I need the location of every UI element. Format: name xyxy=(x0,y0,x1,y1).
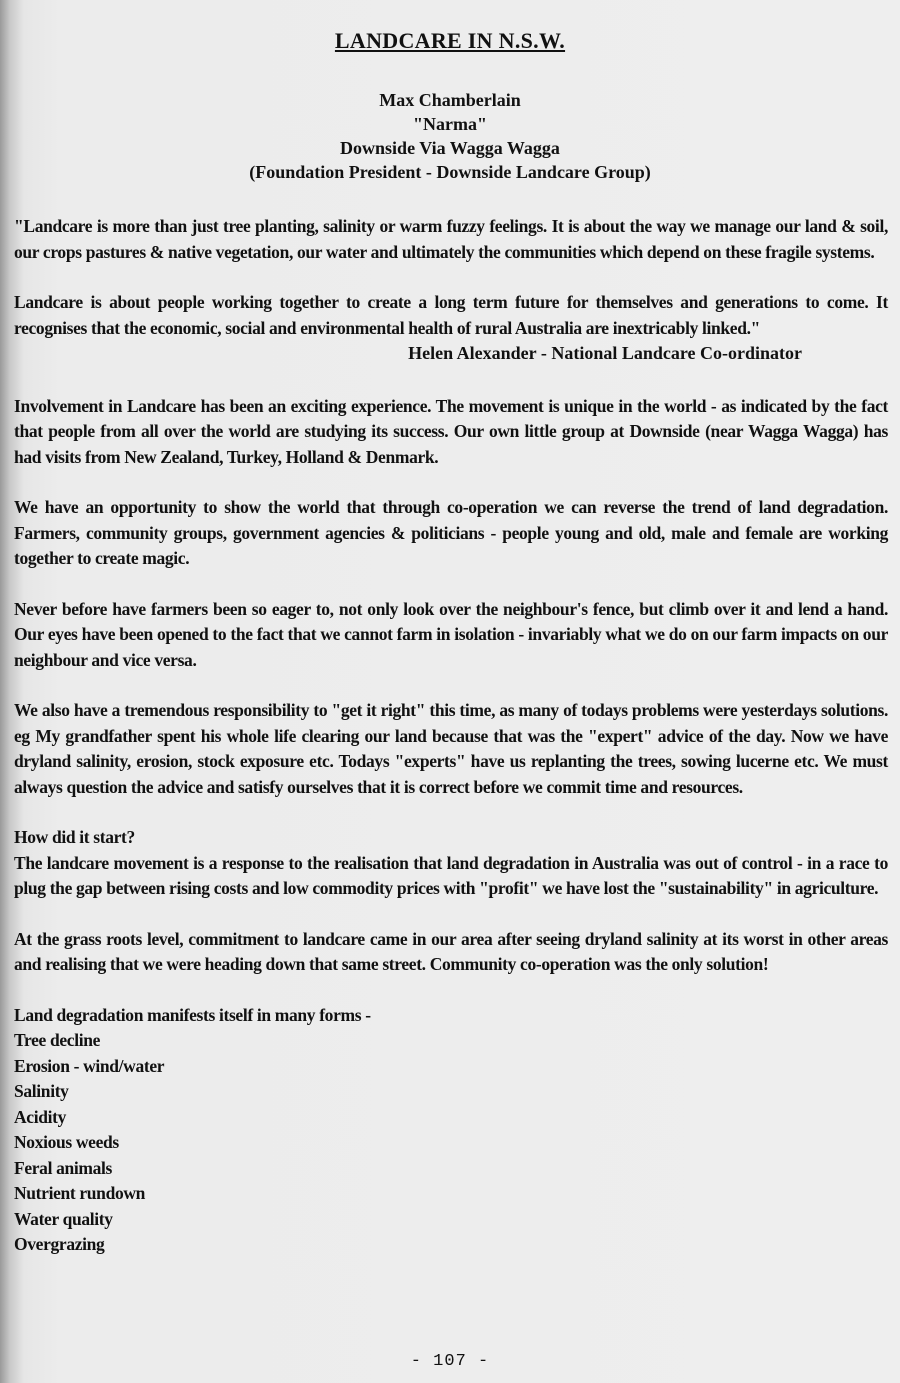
list-item: Overgrazing xyxy=(14,1234,105,1254)
author-location: Downside Via Wagga Wagga xyxy=(340,138,560,158)
author-role: (Foundation President - Downside Landcare Group) xyxy=(249,162,651,182)
quote-paragraph-1: "Landcare is more than just tree planting, salinity or warm fuzzy feelings. It is about the way we manage our land & soil, our crops pastures & native vegetation, our water and ultimately the communities which depend on these fragile systems. xyxy=(14,216,888,262)
list-item: Water quality xyxy=(14,1208,113,1229)
section-question: How did it start? xyxy=(14,827,135,847)
quote-attribution: Helen Alexander - National Landcare Co-ordinator xyxy=(408,343,802,363)
paragraph-grass-roots: At the grass roots level, commitment to landcare came in our area after seeing dryland salinity at its worst in other areas and realising that we were heading down that same street. Community co-operation was the only solution! xyxy=(14,928,888,974)
list-item: Salinity xyxy=(14,1081,69,1101)
list-item: Noxious weeds xyxy=(14,1132,119,1152)
paragraph-responsibility: We also have a tremendous responsibility to "get it right" this time, as many of todays problems were yesterdays solutions. eg My grandfather spent his whole life clearing our land because that was the "expert" advice of the day. Now we have dryland salinity, erosion, stock exposure etc. Todays "experts" have us replanting the trees, sowing lucerne etc. We must always question the advice and satisfy ourselves that it is correct before we commit time and resources. xyxy=(14,700,888,797)
paragraph-movement-origin: The landcare movement is a response to the realisation that land degradation in Australia was out of control - in a race to plug the gap between rising costs and low commodity prices with "profit" we have lost the "sustainability" in agriculture. xyxy=(14,852,888,898)
author-property: "Narma" xyxy=(413,114,487,134)
paragraph-opportunity: We have an opportunity to show the world that through co-operation we can reverse the trend of land degradation. Farmers, community groups, government agencies & politicians - people young and old, male and female are working together to create magic. xyxy=(14,497,888,568)
article-body xyxy=(14,214,888,1258)
quote-paragraph-2-text: Landcare is about people working together to create a long term future for themselves and generations to come. It recognises that the economic, social and environmental health of rural Australia are inextricably linked." xyxy=(14,292,888,338)
degradation-intro: Land degradation manifests itself in many forms - xyxy=(14,1004,371,1025)
page-number: - 107 - xyxy=(410,1352,490,1371)
author-byline xyxy=(0,88,900,184)
degradation-forms-list xyxy=(14,1028,888,1258)
quote-paragraph-2 xyxy=(14,290,888,367)
paragraph-neighbours: Never before have farmers been so eager to, not only look over the neighbour's fence, but climb over it and lend a hand. Our eyes have been opened to the fact that we cannot farm in isolation - invariably what we do on our farm impacts on our neighbour and vice versa. xyxy=(14,598,888,670)
list-item: Feral animals xyxy=(14,1157,113,1178)
list-item: Tree decline xyxy=(14,1030,101,1050)
page-title: LANDCARE IN N.S.W. xyxy=(334,28,566,53)
list-item: Nutrient rundown xyxy=(14,1183,146,1203)
author-name: Max Chamberlain xyxy=(379,90,521,110)
list-item: Erosion - wind/water xyxy=(14,1055,165,1076)
list-item: Acidity xyxy=(14,1106,66,1127)
paragraph-involvement: Involvement in Landcare has been an exciting experience. The movement is unique in the world - as indicated by the fact that people from all over the world are studying its success. Our own little group at Downside (near Wagga Wagga) has had visits from New Zealand, Turkey, Holland & Denmark. xyxy=(14,395,888,467)
